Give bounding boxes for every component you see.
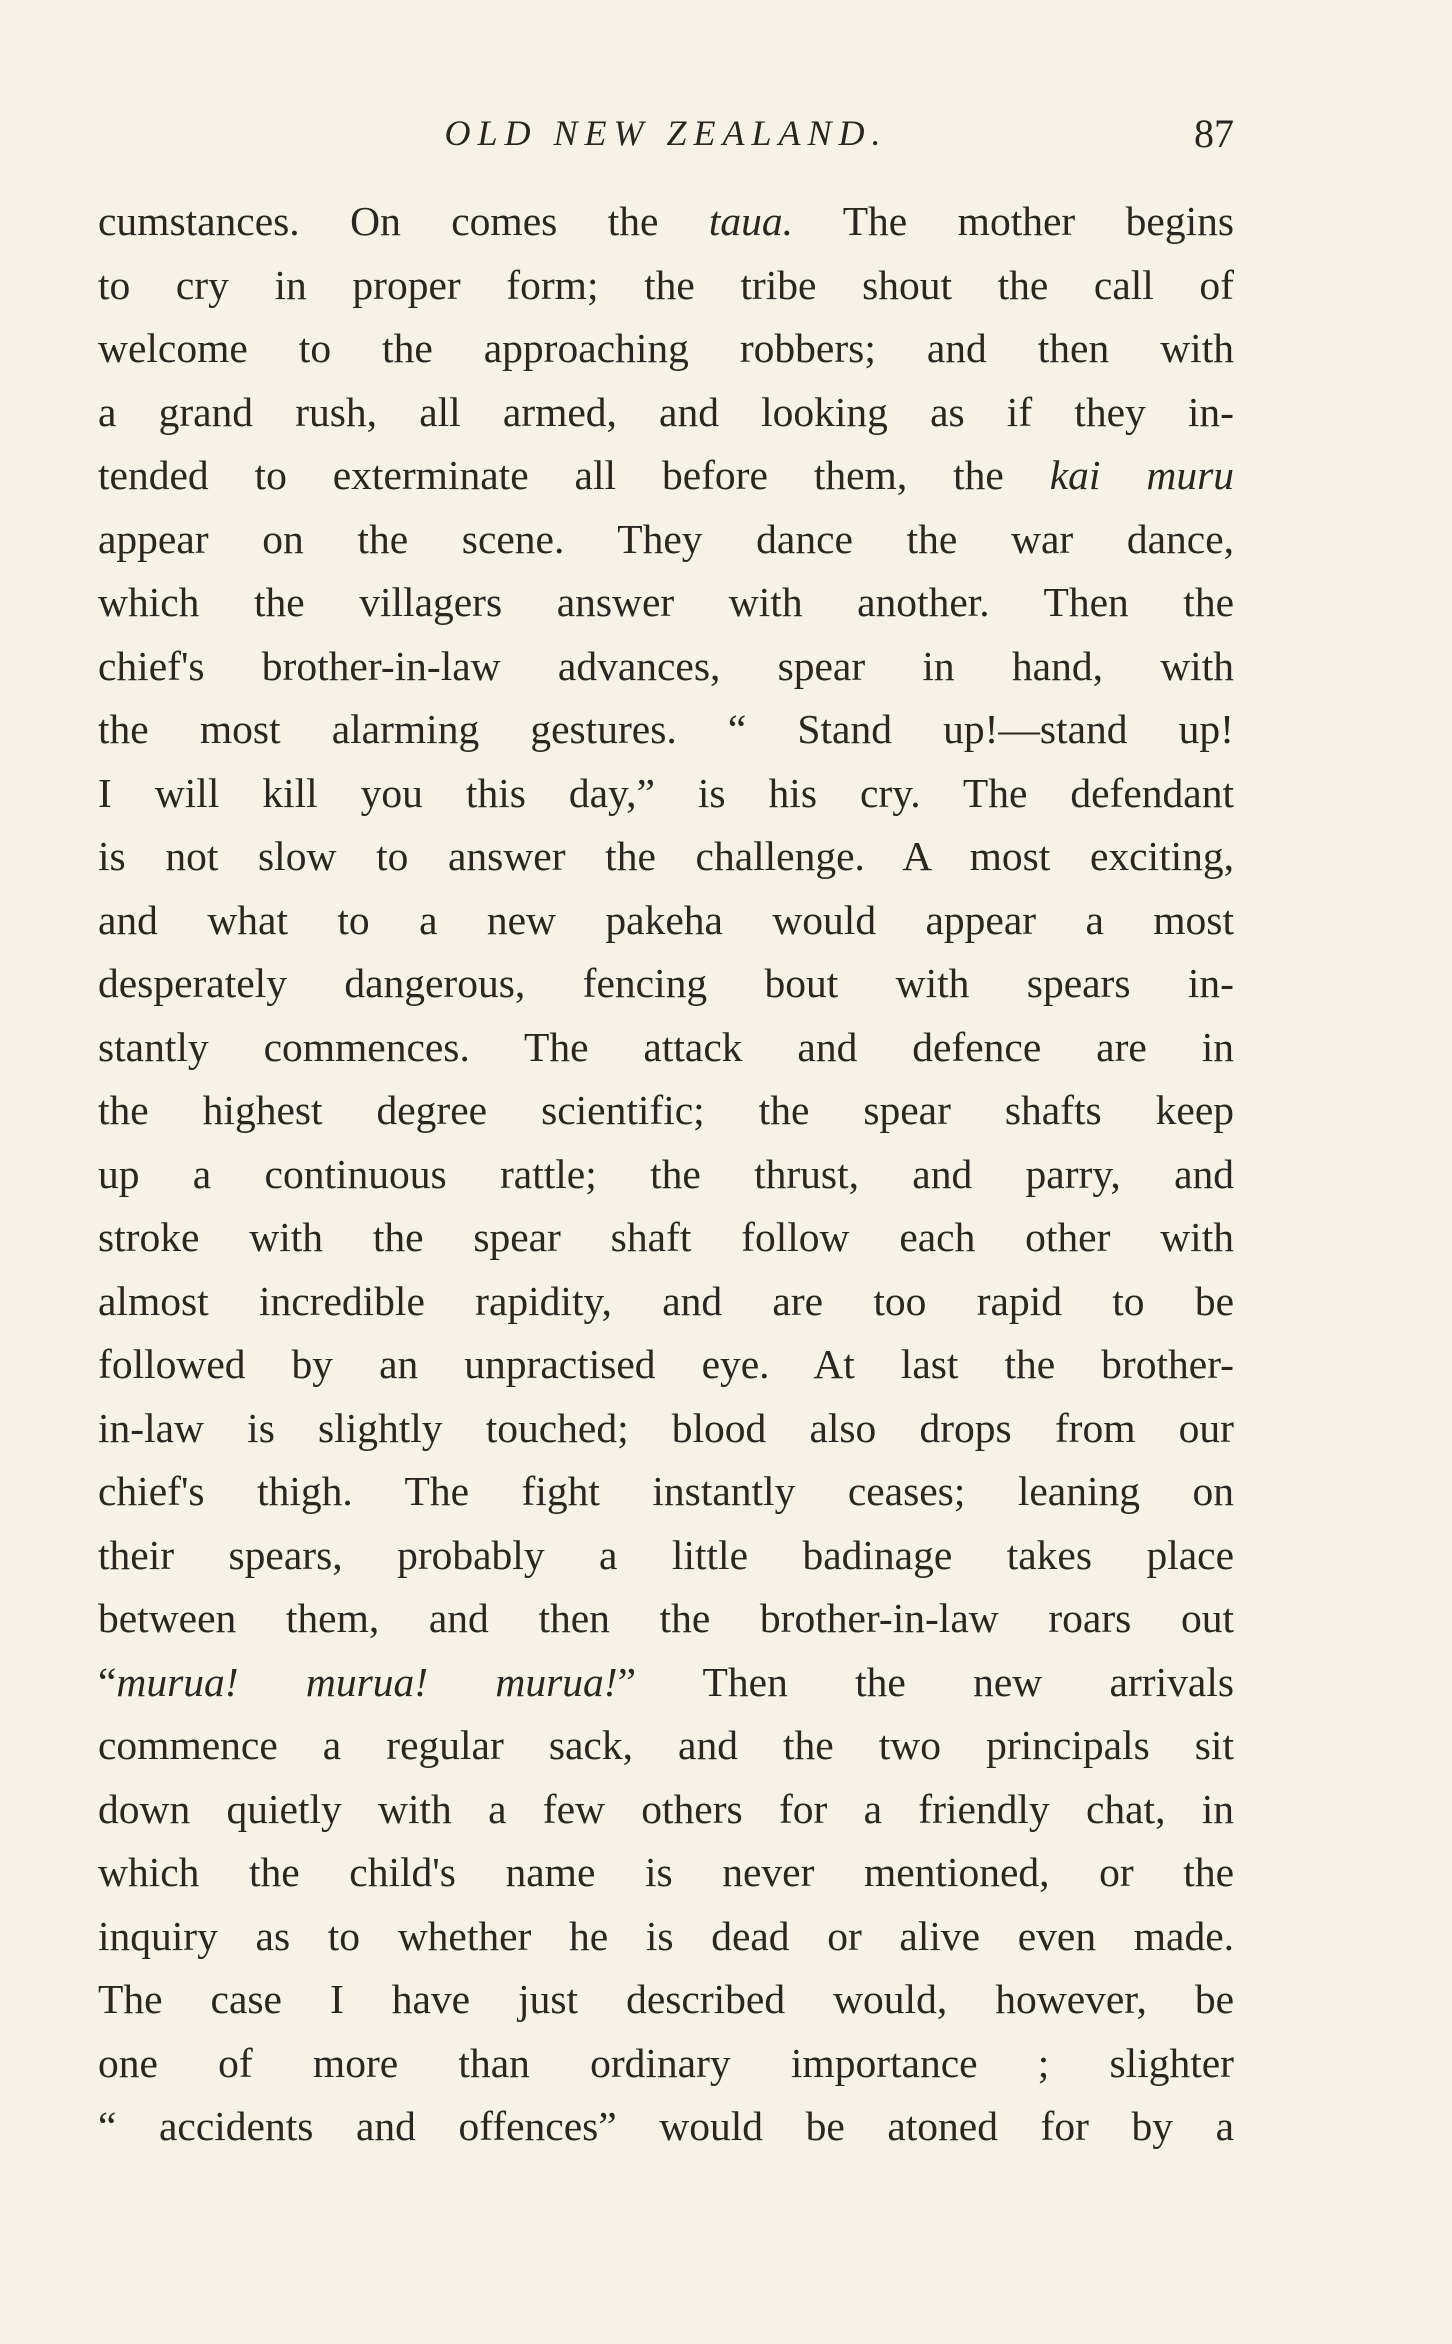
text-line (98, 1206, 1234, 1270)
page-header (98, 108, 1234, 168)
text-run: the most alarming gestures. “ Stand up!—stand up! (98, 706, 1234, 752)
text-run: stroke with the spear shaft follow each other with (98, 1214, 1234, 1260)
text-line (98, 1587, 1234, 1651)
text-run: almost incredible rapidity, and are too rapid to be (98, 1277, 1234, 1324)
text-line (98, 1397, 1234, 1461)
text-run: up a continuous rattle; the thrust, and parry, and (98, 1150, 1234, 1197)
text-line (98, 1143, 1234, 1207)
text-line (98, 635, 1234, 699)
text-line (98, 1968, 1234, 2032)
text-line (98, 952, 1234, 1016)
text-line (98, 698, 1234, 762)
text-line (98, 1524, 1234, 1588)
text-line (98, 1841, 1234, 1905)
text-run: The mother begins (793, 198, 1234, 244)
text-line (98, 571, 1234, 635)
text-run: to cry in proper form; the tribe shout the call of (98, 261, 1234, 308)
text-line (98, 381, 1234, 445)
text-line (98, 1460, 1234, 1524)
text-line (98, 254, 1234, 318)
italic-text: murua! murua! murua! (116, 1658, 618, 1705)
text-run: in-law is slightly touched; blood also drops from our (98, 1404, 1234, 1451)
text-line (98, 1333, 1234, 1397)
text-run: is not slow to answer the challenge. A most exciting, (98, 833, 1234, 879)
text-run: the highest degree scientific; the spear shafts keep (98, 1087, 1234, 1133)
text-run: “ accidents and offences” would be atoned for by a (98, 2103, 1234, 2149)
running-title: OLD NEW ZEALAND. (444, 113, 888, 153)
italic-text: kai muru (1049, 452, 1234, 498)
text-run: which the villagers answer with another. Then the (98, 579, 1234, 625)
text-line (98, 762, 1234, 826)
text-run: The case I have just described would, however, be (98, 1976, 1234, 2022)
text-line (98, 317, 1234, 381)
text-run: a grand rush, all armed, and looking as if they in- (98, 388, 1234, 435)
text-line (98, 2032, 1234, 2096)
text-run: chief's brother-in-law advances, spear in hand, with (98, 642, 1234, 689)
text-run: I will kill you this day,” is his cry. The defendant (98, 769, 1234, 816)
text-run: and what to a new pakeha would appear a most (98, 896, 1234, 943)
text-run: tended to exterminate all before them, the (98, 452, 1050, 498)
text-line (98, 190, 1234, 254)
text-line (98, 444, 1234, 508)
text-run: chief's thigh. The fight instantly ceases; leaning on (98, 1468, 1234, 1514)
text-line (98, 1778, 1234, 1842)
text-line (98, 508, 1234, 572)
text-line (98, 889, 1234, 953)
text-run: their spears, probably a little badinage takes place (98, 1531, 1234, 1578)
text-run: which the child's name is never mentioned, or the (98, 1849, 1234, 1895)
text-run: commence a regular sack, and the two principals sit (98, 1722, 1234, 1768)
text-line (98, 1016, 1234, 1080)
page-number: 87 (1194, 111, 1234, 156)
text-run: cumstances. On comes the (98, 198, 709, 244)
italic-text: taua. (708, 198, 794, 244)
text-run: welcome to the approaching robbers; and then with (98, 325, 1234, 371)
text-run: down quietly with a few others for a friendly chat, in (98, 1785, 1234, 1832)
text-line (98, 1714, 1234, 1778)
text-line (98, 1079, 1234, 1143)
text-run: desperately dangerous, fencing bout with spears in- (98, 960, 1234, 1006)
text-line (98, 825, 1234, 889)
text-run: appear on the scene. They dance the war dance, (98, 515, 1234, 562)
body-text (98, 190, 1234, 2159)
text-run: between them, and then the brother-in-law roars out (98, 1595, 1234, 1641)
text-line (98, 1651, 1234, 1715)
text-run: “ (98, 1658, 117, 1705)
text-run: followed by an unpractised eye. At last the brother- (98, 1341, 1234, 1387)
text-run: ” Then the new arrivals (617, 1658, 1234, 1705)
text-run: stantly commences. The attack and defence are in (98, 1023, 1234, 1070)
text-line (98, 1905, 1234, 1969)
text-run: inquiry as to whether he is dead or alive even made. (98, 1912, 1234, 1959)
text-line (98, 1270, 1234, 1334)
text-run: one of more than ordinary importance ; slighter (98, 2039, 1234, 2086)
text-line (98, 2095, 1234, 2159)
